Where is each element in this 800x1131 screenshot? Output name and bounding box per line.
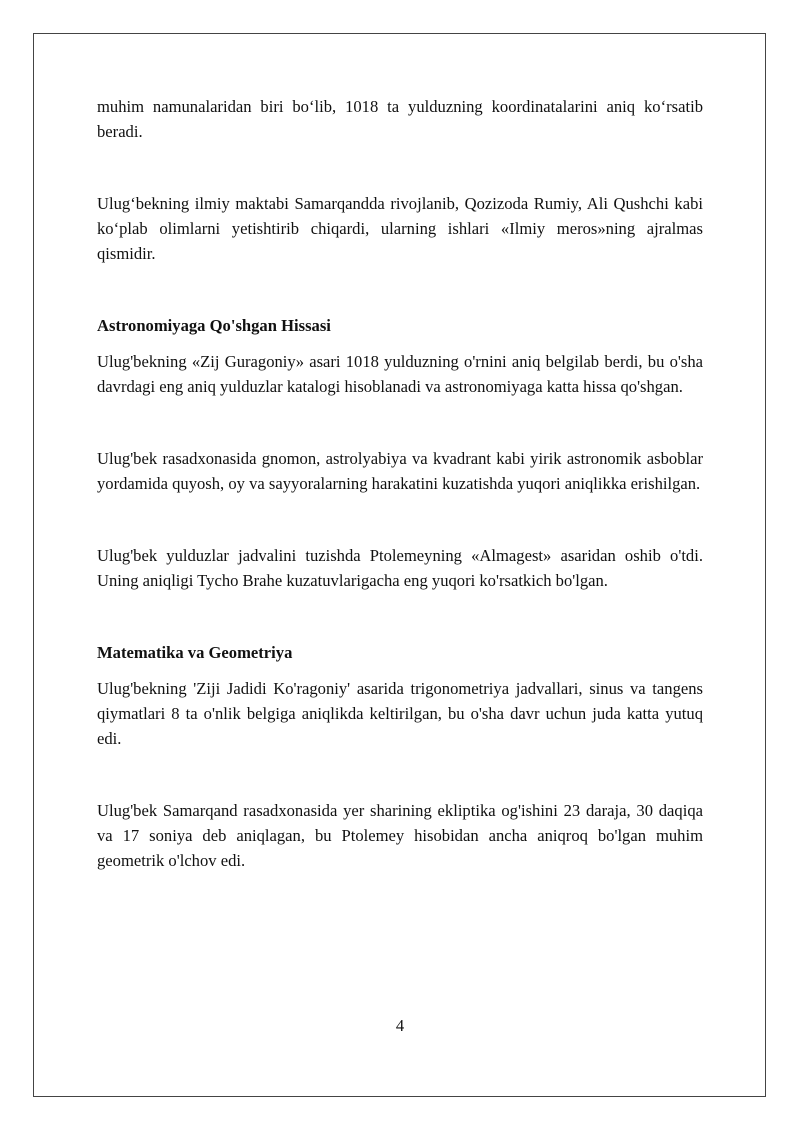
paragraph: muhim namunalaridan biri bo‘lib, 1018 ta yulduzning koordinatalarini aniq ko‘rsatib beradi. [97,97,703,141]
page-content [97,94,703,873]
section-heading-astronomy: Astronomiyaga Qo'shgan Hissasi [97,316,331,335]
paragraph: Ulug'bekning 'Ziji Jadidi Ko'ragoniy' asarida trigonometriya jadvallari, sinus va tangens qiymatlari 8 ta o'nlik belgiga aniqlikda keltirilgan, bu o'sha davr uchun juda katta yutuq edi. [97,679,703,748]
paragraph: Ulug'bek Samarqand rasadxonasida yer sharining ekliptika og'ishini 23 daraja, 30 daqiqa va 17 soniya deb aniqlagan, bu Ptolemey hisobidan ancha aniqroq bo'lgan muhim geometrik o'lchov edi. [97,801,703,870]
paragraph: Ulug‘bekning ilmiy maktabi Samarqandda rivojlanib, Qozizoda Rumiy, Ali Qushchi kabi ko‘plab olimlarni yetishtirib chiqardi, ularning ishlari «Ilmiy meros»ning ajralmas qismidir. [97,194,703,263]
paragraph: Ulug'bek rasadxonasida gnomon, astrolyabiya va kvadrant kabi yirik astronomik asboblar yordamida quyosh, oy va sayyoralarning harakatini kuzatishda yuqori aniqlikka erishilgan. [97,449,703,493]
paragraph: Ulug'bekning «Zij Guragoniy» asari 1018 yulduzning o'rnini aniq belgilab berdi, bu o'sha davrdagi eng aniq yulduzlar katalogi hisoblanadi va astronomiyaga katta hissa qo'shgan. [97,352,703,396]
section-heading-mathematics: Matematika va Geometriya [97,643,293,662]
paragraph: Ulug'bek yulduzlar jadvalini tuzishda Ptolemeyning «Almagest» asaridan oshib o'tdi. Uning aniqligi Tycho Brahe kuzatuvlarigacha eng yuqori ko'rsatkich bo'lgan. [97,546,703,590]
page-number: 4 [395,1016,405,1035]
